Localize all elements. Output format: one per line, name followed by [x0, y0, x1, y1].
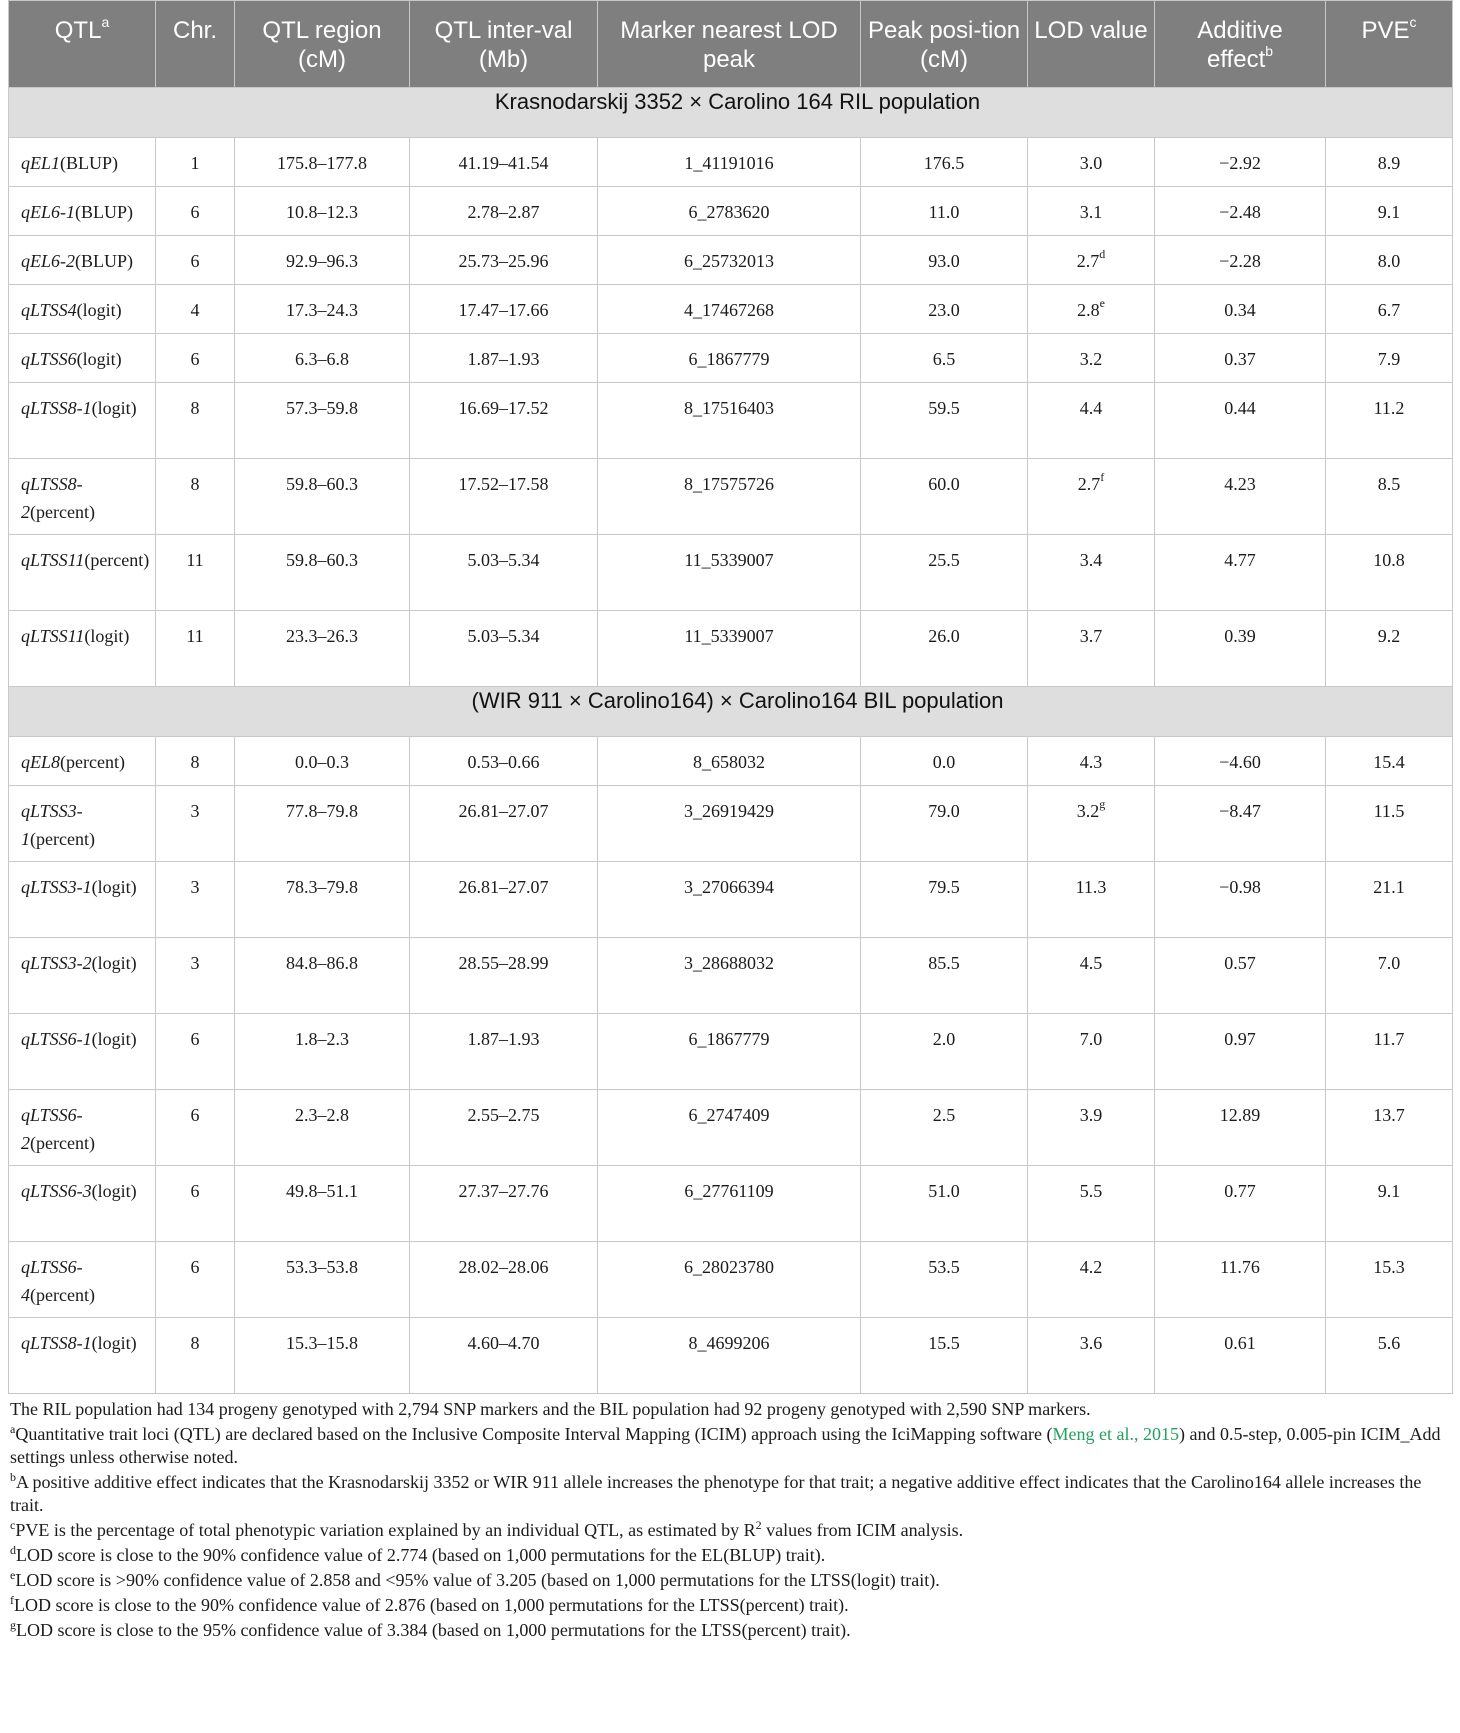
- cell-qtl-name: qLTSS6-4(percent): [9, 1242, 156, 1318]
- cell-qtl-name: qLTSS8-1(logit): [9, 1318, 156, 1394]
- cell-additive: −2.48: [1155, 187, 1326, 236]
- cell-marker: 8_658032: [598, 737, 861, 786]
- cell-pve: 15.4: [1326, 737, 1453, 786]
- cell-chr: 6: [156, 187, 235, 236]
- cell-interval: 4.60–4.70: [410, 1318, 598, 1394]
- cell-additive: −0.98: [1155, 862, 1326, 938]
- citation-link[interactable]: Meng et al., 2015: [1052, 1424, 1179, 1444]
- qtl-table: [8, 0, 1453, 1394]
- cell-region: 84.8–86.8: [235, 938, 410, 1014]
- cell-region: 6.3–6.8: [235, 334, 410, 383]
- cell-chr: 3: [156, 862, 235, 938]
- cell-qtl-name: qLTSS3-1(percent): [9, 786, 156, 862]
- cell-lod: 11.3: [1028, 862, 1155, 938]
- cell-peak: 15.5: [861, 1318, 1028, 1394]
- cell-chr: 3: [156, 938, 235, 1014]
- cell-pve: 6.7: [1326, 285, 1453, 334]
- cell-pve: 7.9: [1326, 334, 1453, 383]
- cell-chr: 8: [156, 383, 235, 459]
- table-row: [9, 1090, 1453, 1166]
- cell-chr: 11: [156, 535, 235, 611]
- section-header-row: [9, 88, 1453, 138]
- cell-lod: 3.4: [1028, 535, 1155, 611]
- cell-pve: 11.7: [1326, 1014, 1453, 1090]
- cell-pve: 8.9: [1326, 138, 1453, 187]
- header-lod: LOD value: [1028, 1, 1155, 88]
- cell-chr: 6: [156, 1242, 235, 1318]
- cell-qtl-name: qEL6-1(BLUP): [9, 187, 156, 236]
- cell-qtl-name: qEL8(percent): [9, 737, 156, 786]
- footnote-population: The RIL population had 134 progeny genotyped with 2,794 SNP markers and the BIL population had 92 progeny genotyped with 2,590 SNP markers.: [10, 1399, 1091, 1419]
- cell-marker: 6_2783620: [598, 187, 861, 236]
- table-header-row: [9, 1, 1453, 88]
- cell-marker: 6_1867779: [598, 334, 861, 383]
- cell-lod: 2.7$^d$: [1028, 236, 1155, 285]
- cell-marker: 6_25732013: [598, 236, 861, 285]
- cell-interval: 28.02–28.06: [410, 1242, 598, 1318]
- cell-qtl-name: qLTSS6(logit): [9, 334, 156, 383]
- cell-peak: 79.5: [861, 862, 1028, 938]
- cell-pve: 13.7: [1326, 1090, 1453, 1166]
- cell-lod: 3.2$^g$: [1028, 786, 1155, 862]
- table-row: [9, 383, 1453, 459]
- cell-additive: 0.39: [1155, 611, 1326, 687]
- cell-chr: 6: [156, 1090, 235, 1166]
- cell-pve: 9.2: [1326, 611, 1453, 687]
- cell-chr: 3: [156, 786, 235, 862]
- cell-qtl-name: qEL6-2(BLUP): [9, 236, 156, 285]
- cell-lod: 4.3: [1028, 737, 1155, 786]
- cell-interval: 26.81–27.07: [410, 786, 598, 862]
- cell-qtl-name: qLTSS6-2(percent): [9, 1090, 156, 1166]
- cell-lod: 5.5: [1028, 1166, 1155, 1242]
- cell-interval: 41.19–41.54: [410, 138, 598, 187]
- table-row: [9, 1242, 1453, 1318]
- cell-peak: 26.0: [861, 611, 1028, 687]
- cell-region: 78.3–79.8: [235, 862, 410, 938]
- table-row: [9, 786, 1453, 862]
- cell-marker: 8_17516403: [598, 383, 861, 459]
- cell-peak: 51.0: [861, 1166, 1028, 1242]
- cell-interval: 5.03–5.34: [410, 535, 598, 611]
- cell-peak: 0.0: [861, 737, 1028, 786]
- cell-region: 92.9–96.3: [235, 236, 410, 285]
- cell-additive: 0.44: [1155, 383, 1326, 459]
- cell-interval: 2.78–2.87: [410, 187, 598, 236]
- cell-peak: 23.0: [861, 285, 1028, 334]
- cell-qtl-name: qLTSS3-1(logit): [9, 862, 156, 938]
- cell-additive: 0.37: [1155, 334, 1326, 383]
- cell-pve: 5.6: [1326, 1318, 1453, 1394]
- cell-region: 53.3–53.8: [235, 1242, 410, 1318]
- header-marker: Marker nearest LOD peak: [598, 1, 861, 88]
- cell-chr: 6: [156, 1166, 235, 1242]
- cell-interval: 1.87–1.93: [410, 334, 598, 383]
- cell-lod: 2.7$^f$: [1028, 459, 1155, 535]
- cell-additive: 12.89: [1155, 1090, 1326, 1166]
- cell-marker: 1_41191016: [598, 138, 861, 187]
- cell-peak: 6.5: [861, 334, 1028, 383]
- cell-additive: −4.60: [1155, 737, 1326, 786]
- cell-pve: 9.1: [1326, 1166, 1453, 1242]
- cell-marker: 4_17467268: [598, 285, 861, 334]
- cell-lod: 3.0: [1028, 138, 1155, 187]
- header-qtl: QTL$^a$: [9, 1, 156, 88]
- cell-chr: 4: [156, 285, 235, 334]
- table-row: [9, 138, 1453, 187]
- table-row: [9, 611, 1453, 687]
- cell-additive: 0.97: [1155, 1014, 1326, 1090]
- cell-pve: 7.0: [1326, 938, 1453, 1014]
- table-row: [9, 187, 1453, 236]
- cell-marker: 6_28023780: [598, 1242, 861, 1318]
- cell-additive: −2.28: [1155, 236, 1326, 285]
- cell-additive: 4.23: [1155, 459, 1326, 535]
- cell-chr: 6: [156, 334, 235, 383]
- footnote-c: $^c$PVE is the percentage of total phenotypic variation explained by an individual QTL, as estimated by $R^2$ values from ICIM analysis.: [10, 1518, 964, 1540]
- table-footnotes: [8, 1394, 1450, 1642]
- cell-additive: 0.34: [1155, 285, 1326, 334]
- cell-interval: 25.73–25.96: [410, 236, 598, 285]
- cell-qtl-name: qLTSS11(logit): [9, 611, 156, 687]
- cell-peak: 2.5: [861, 1090, 1028, 1166]
- cell-peak: 53.5: [861, 1242, 1028, 1318]
- header-interval: QTL inter-val (Mb): [410, 1, 598, 88]
- cell-marker: 6_27761109: [598, 1166, 861, 1242]
- cell-interval: 26.81–27.07: [410, 862, 598, 938]
- cell-marker: 3_28688032: [598, 938, 861, 1014]
- table-row: [9, 459, 1453, 535]
- table-row: [9, 862, 1453, 938]
- table-row: [9, 334, 1453, 383]
- cell-qtl-name: qLTSS4(logit): [9, 285, 156, 334]
- cell-lod: 3.7: [1028, 611, 1155, 687]
- cell-additive: 0.61: [1155, 1318, 1326, 1394]
- cell-interval: 0.53–0.66: [410, 737, 598, 786]
- cell-lod: 7.0: [1028, 1014, 1155, 1090]
- footnote-f: $^f$LOD score is close to the 90% confidence value of 2.876 (based on 1,000 permutations for the LTSS(percent) trait).: [10, 1593, 849, 1615]
- cell-peak: 59.5: [861, 383, 1028, 459]
- cell-qtl-name: qLTSS6-3(logit): [9, 1166, 156, 1242]
- cell-additive: 0.77: [1155, 1166, 1326, 1242]
- cell-peak: 25.5: [861, 535, 1028, 611]
- header-region: QTL region (cM): [235, 1, 410, 88]
- cell-peak: 176.5: [861, 138, 1028, 187]
- footnote-a: $^a$Quantitative trait loci (QTL) are declared based on the Inclusive Composite Interval Mapping (ICIM) approach using the IciMapping software (Meng et al., 2015) and 0.5-step, 0.005-pin ICIM_Add settings unless otherwise noted.: [10, 1422, 1441, 1467]
- cell-interval: 1.87–1.93: [410, 1014, 598, 1090]
- cell-chr: 6: [156, 236, 235, 285]
- cell-pve: 11.5: [1326, 786, 1453, 862]
- cell-peak: 2.0: [861, 1014, 1028, 1090]
- cell-region: 175.8–177.8: [235, 138, 410, 187]
- cell-qtl-name: qLTSS8-1(logit): [9, 383, 156, 459]
- cell-pve: 10.8: [1326, 535, 1453, 611]
- cell-lod: 4.5: [1028, 938, 1155, 1014]
- cell-region: 1.8–2.3: [235, 1014, 410, 1090]
- cell-region: 57.3–59.8: [235, 383, 410, 459]
- table-row: [9, 737, 1453, 786]
- cell-chr: 8: [156, 737, 235, 786]
- cell-lod: 4.4: [1028, 383, 1155, 459]
- cell-pve: 21.1: [1326, 862, 1453, 938]
- section-title: (WIR 911 × Carolino164) × Carolino164 BIL population: [9, 687, 1453, 737]
- section-header-row: [9, 687, 1453, 737]
- cell-pve: 15.3: [1326, 1242, 1453, 1318]
- cell-chr: 6: [156, 1014, 235, 1090]
- cell-marker: 6_2747409: [598, 1090, 861, 1166]
- cell-qtl-name: qLTSS8-2(percent): [9, 459, 156, 535]
- cell-chr: 8: [156, 1318, 235, 1394]
- table-row: [9, 938, 1453, 1014]
- section-title: Krasnodarskij 3352 × Carolino 164 RIL population: [9, 88, 1453, 138]
- table-row: [9, 1166, 1453, 1242]
- header-peak: Peak posi-tion (cM): [861, 1, 1028, 88]
- cell-peak: 60.0: [861, 459, 1028, 535]
- table-row: [9, 236, 1453, 285]
- cell-chr: 8: [156, 459, 235, 535]
- cell-marker: 11_5339007: [598, 535, 861, 611]
- cell-region: 49.8–51.1: [235, 1166, 410, 1242]
- footnote-e: $^e$LOD score is >90% confidence value of 2.858 and <95% value of 3.205 (based on 1,000 permutations for the LTSS(logit) trait).: [10, 1568, 940, 1590]
- cell-region: 10.8–12.3: [235, 187, 410, 236]
- cell-pve: 8.0: [1326, 236, 1453, 285]
- cell-region: 23.3–26.3: [235, 611, 410, 687]
- cell-lod: 3.2: [1028, 334, 1155, 383]
- footnote-g: $^g$LOD score is close to the 95% confidence value of 3.384 (based on 1,000 permutations for the LTSS(percent) trait).: [10, 1618, 851, 1640]
- cell-region: 15.3–15.8: [235, 1318, 410, 1394]
- cell-lod: 3.1: [1028, 187, 1155, 236]
- cell-qtl-name: qLTSS6-1(logit): [9, 1014, 156, 1090]
- cell-region: 59.8–60.3: [235, 459, 410, 535]
- table-row: [9, 1014, 1453, 1090]
- qtl-table-container: [8, 0, 1452, 1644]
- cell-lod: 4.2: [1028, 1242, 1155, 1318]
- cell-peak: 93.0: [861, 236, 1028, 285]
- cell-interval: 17.47–17.66: [410, 285, 598, 334]
- cell-lod: 3.9: [1028, 1090, 1155, 1166]
- cell-additive: −2.92: [1155, 138, 1326, 187]
- cell-qtl-name: qEL1(BLUP): [9, 138, 156, 187]
- cell-marker: 3_27066394: [598, 862, 861, 938]
- cell-additive: −8.47: [1155, 786, 1326, 862]
- cell-peak: 79.0: [861, 786, 1028, 862]
- cell-interval: 16.69–17.52: [410, 383, 598, 459]
- cell-peak: 11.0: [861, 187, 1028, 236]
- cell-chr: 1: [156, 138, 235, 187]
- cell-lod: 2.8e: [1028, 285, 1155, 334]
- cell-qtl-name: qLTSS11(percent): [9, 535, 156, 611]
- header-pve: PVE$^c$: [1326, 1, 1453, 88]
- cell-region: 59.8–60.3: [235, 535, 410, 611]
- cell-marker: 6_1867779: [598, 1014, 861, 1090]
- cell-interval: 28.55–28.99: [410, 938, 598, 1014]
- table-row: [9, 1318, 1453, 1394]
- cell-pve: 8.5: [1326, 459, 1453, 535]
- cell-region: 0.0–0.3: [235, 737, 410, 786]
- footnote-d: $^d$LOD score is close to the 90% confidence value of 2.774 (based on 1,000 permutations for the EL(BLUP) trait).: [10, 1543, 826, 1565]
- cell-lod: 3.6: [1028, 1318, 1155, 1394]
- cell-additive: 4.77: [1155, 535, 1326, 611]
- cell-marker: 8_4699206: [598, 1318, 861, 1394]
- header-chr: Chr.: [156, 1, 235, 88]
- cell-region: 77.8–79.8: [235, 786, 410, 862]
- cell-additive: 11.76: [1155, 1242, 1326, 1318]
- cell-marker: 8_17575726: [598, 459, 861, 535]
- cell-chr: 11: [156, 611, 235, 687]
- cell-peak: 85.5: [861, 938, 1028, 1014]
- cell-additive: 0.57: [1155, 938, 1326, 1014]
- cell-region: 17.3–24.3: [235, 285, 410, 334]
- cell-pve: 9.1: [1326, 187, 1453, 236]
- cell-interval: 2.55–2.75: [410, 1090, 598, 1166]
- cell-region: 2.3–2.8: [235, 1090, 410, 1166]
- table-row: [9, 535, 1453, 611]
- table-body: [9, 88, 1453, 1394]
- cell-pve: 11.2: [1326, 383, 1453, 459]
- cell-interval: 27.37–27.76: [410, 1166, 598, 1242]
- footnote-b: $^b$A positive additive effect indicates that the Krasnodarskij 3352 or WIR 911 allele increases the phenotype for that trait; a negative additive effect indicates that the Carolino164 allele increases the trait.: [10, 1470, 1422, 1515]
- header-additive: Additive effect$^b$: [1155, 1, 1326, 88]
- cell-qtl-name: qLTSS3-2(logit): [9, 938, 156, 1014]
- cell-interval: 17.52–17.58: [410, 459, 598, 535]
- cell-interval: 5.03–5.34: [410, 611, 598, 687]
- table-row: [9, 285, 1453, 334]
- cell-marker: 3_26919429: [598, 786, 861, 862]
- cell-marker: 11_5339007: [598, 611, 861, 687]
